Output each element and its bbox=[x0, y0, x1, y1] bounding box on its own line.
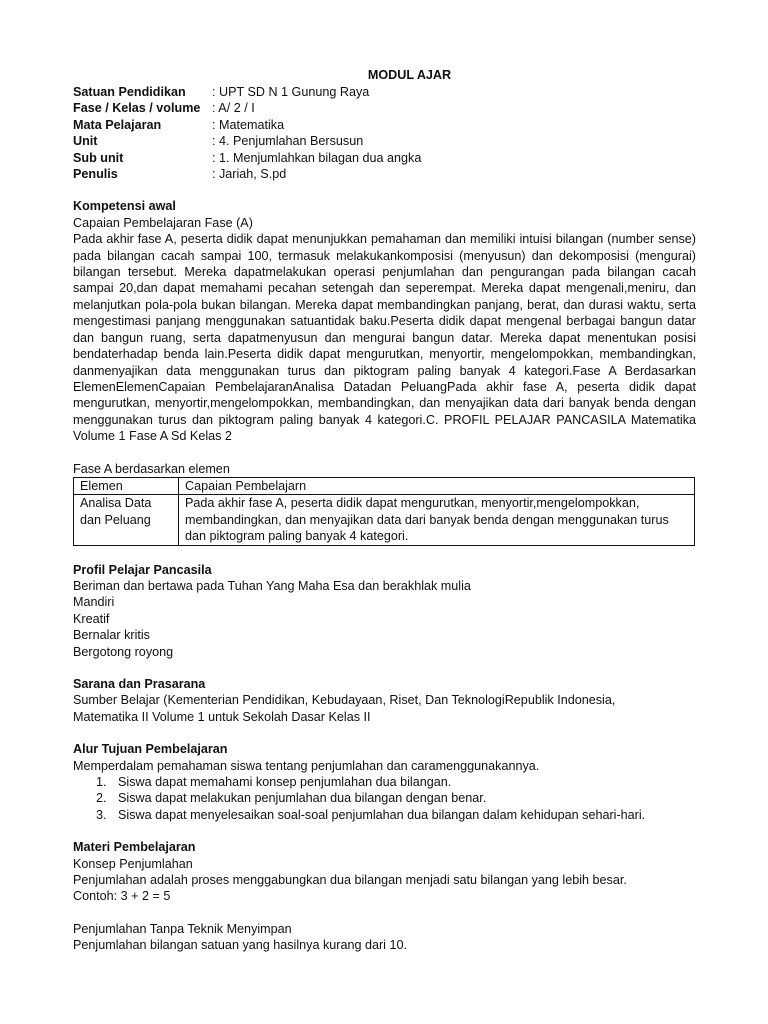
alur-section bbox=[73, 741, 696, 823]
materi-line: Penjumlahan bilangan satuan yang hasilnya kurang dari 10. bbox=[73, 938, 407, 953]
list-text: Siswa dapat menyelesaikan soal-soal penjumlahan dua bilangan dalam kehidupan sehari-hari. bbox=[118, 807, 646, 822]
kompetensi-paragraph: Pada akhir fase A, peserta didik dapat menunjukkan pemahaman dan memiliki intuisi bilangan (number sense) pada bilangan cacah sampai 100, termasuk melakukankomposisi (menyusun) dan dekomposisi (mengurai) bilangan tersebut. Mereka dapatmelakukan operasi penjumlahan dan pengurangan pada bilangan cacah sampai 20,dan dapat memahami pecahan setengah dan seperempat. Mereka dapat mengenali,meniru, dan melanjutkan pola-pola bukan bilangan. Mereka dapat membandingkan panjang, berat, dan durasi waktu, serta mengestimasi panjang menggunakan satuantidak baku.Peserta didik dapat mengenal berbagai bangun datar dan bangun ruang, serta dapatmenyusun dan mengurai bangun datar. Mereka dapat menentukan posisi bendaterhadap benda lain.Peserta didik dapat mengurutkan, menyortir, mengelompokkan, membandingkan, danmenyajikan data menggunakan turus dan piktogram paling banyak 4 kategori.Fase A Berdasarkan ElemenElemenCapaian PembelajaranAnalisa Datadan PeluangPada akhir fase A, peserta didik dapat mengurutkan, menyortir,mengelompokkan, membandingkan, dan menyajikan data dari banyak benda dengan menggunakan turus dan piktogram paling banyak 4 kategori.C. PROFIL PELAJAR PANCASILA Matematika Volume 1 Fase A Sd Kelas 2 bbox=[73, 232, 696, 444]
meta-key: Mata Pelajaran bbox=[73, 117, 162, 132]
sarana-line: Sumber Belajar (Kementerian Pendidikan, Kebudayaan, Riset, Dan TeknologiRepublik Indonesia, bbox=[73, 693, 616, 708]
meta-row bbox=[73, 166, 421, 182]
meta-row bbox=[73, 133, 421, 149]
materi-line: Contoh: 3 + 2 = 5 bbox=[73, 889, 171, 904]
meta-key: Penulis bbox=[73, 167, 118, 182]
meta-key: Fase / Kelas / volume bbox=[73, 101, 201, 116]
meta-value: : Jariah, S.pd bbox=[212, 167, 287, 182]
fase-table-section bbox=[73, 461, 696, 546]
alur-heading: Alur Tujuan Pembelajaran bbox=[73, 742, 228, 757]
document-title: MODUL AJAR bbox=[367, 68, 452, 82]
meta-value: : 1. Menjumlahkan bilagan dua angka bbox=[212, 150, 422, 165]
list-item: Mandiri bbox=[73, 595, 115, 610]
sarana-heading: Sarana dan Prasarana bbox=[73, 677, 206, 691]
list-item bbox=[73, 790, 696, 806]
table-header-row bbox=[74, 477, 695, 494]
identity-table bbox=[73, 84, 421, 182]
meta-row bbox=[73, 150, 421, 166]
sarana-line: Matematika II Volume 1 untuk Sekolah Dasar Kelas II bbox=[73, 709, 371, 724]
fase-table bbox=[73, 477, 695, 546]
meta-row bbox=[73, 117, 421, 133]
meta-key: Satuan Pendidikan bbox=[73, 85, 186, 99]
meta-value: : A/ 2 / I bbox=[212, 101, 255, 116]
meta-row bbox=[73, 100, 421, 116]
meta-row bbox=[73, 84, 421, 100]
list-item: Beriman dan bertawa pada Tuhan Yang Maha Esa dan berakhlak mulia bbox=[73, 578, 471, 593]
column-header-elemen: Elemen bbox=[74, 477, 179, 494]
list-item: Bernalar kritis bbox=[73, 628, 150, 643]
table-row bbox=[74, 495, 695, 545]
materi-line: Penjumlahan Tanpa Teknik Menyimpan bbox=[73, 921, 292, 936]
fase-table-caption: Fase A berdasarkan elemen bbox=[73, 461, 230, 476]
list-number: 1. bbox=[96, 775, 107, 790]
materi-line: Penjumlahan adalah proses menggabungkan dua bilangan menjadi satu bilangan yang lebih besar. bbox=[73, 873, 627, 888]
alur-list bbox=[73, 774, 696, 823]
meta-value: : Matematika bbox=[212, 117, 285, 132]
list-item: Bergotong royong bbox=[73, 644, 174, 659]
materi-line: Konsep Penjumlahan bbox=[73, 856, 193, 871]
sarana-section bbox=[73, 676, 696, 725]
meta-value: : UPT SD N 1 Gunung Raya bbox=[212, 85, 370, 99]
kompetensi-section bbox=[73, 198, 696, 444]
list-item bbox=[73, 774, 696, 790]
meta-value: : 4. Penjumlahan Bersusun bbox=[212, 134, 364, 149]
spacer bbox=[73, 905, 696, 921]
column-header-capaian: Capaian Pembelajarn bbox=[179, 477, 695, 494]
list-text: Siswa dapat melakukan penjumlahan dua bilangan dengan benar. bbox=[118, 791, 487, 806]
meta-key: Unit bbox=[73, 134, 98, 149]
profil-section bbox=[73, 562, 696, 660]
meta-key: Sub unit bbox=[73, 150, 124, 165]
profil-heading: Profil Pelajar Pancasila bbox=[73, 562, 212, 577]
materi-heading: Materi Pembelajaran bbox=[73, 840, 196, 855]
list-item: Kreatif bbox=[73, 611, 110, 626]
cell-capaian: Pada akhir fase A, peserta didik dapat mengurutkan, menyortir,mengelompokkan, membandingkan, dan menyajikan data dari banyak benda dengan menggunakan turus dan piktogram paling banyak 4 kategori. bbox=[179, 495, 695, 545]
list-number: 3. bbox=[96, 807, 107, 822]
kompetensi-subheading: Capaian Pembelajaran Fase (A) bbox=[73, 215, 253, 230]
list-item bbox=[73, 807, 696, 823]
list-number: 2. bbox=[96, 791, 107, 806]
list-text: Siswa dapat memahami konsep penjumlahan dua bilangan. bbox=[118, 775, 452, 790]
alur-intro: Memperdalam pemahaman siswa tentang penjumlahan dan caramenggunakannya. bbox=[73, 758, 540, 773]
kompetensi-heading: Kompetensi awal bbox=[73, 199, 176, 214]
cell-elemen: Analisa Data dan Peluang bbox=[74, 495, 179, 545]
materi-section bbox=[73, 839, 696, 953]
